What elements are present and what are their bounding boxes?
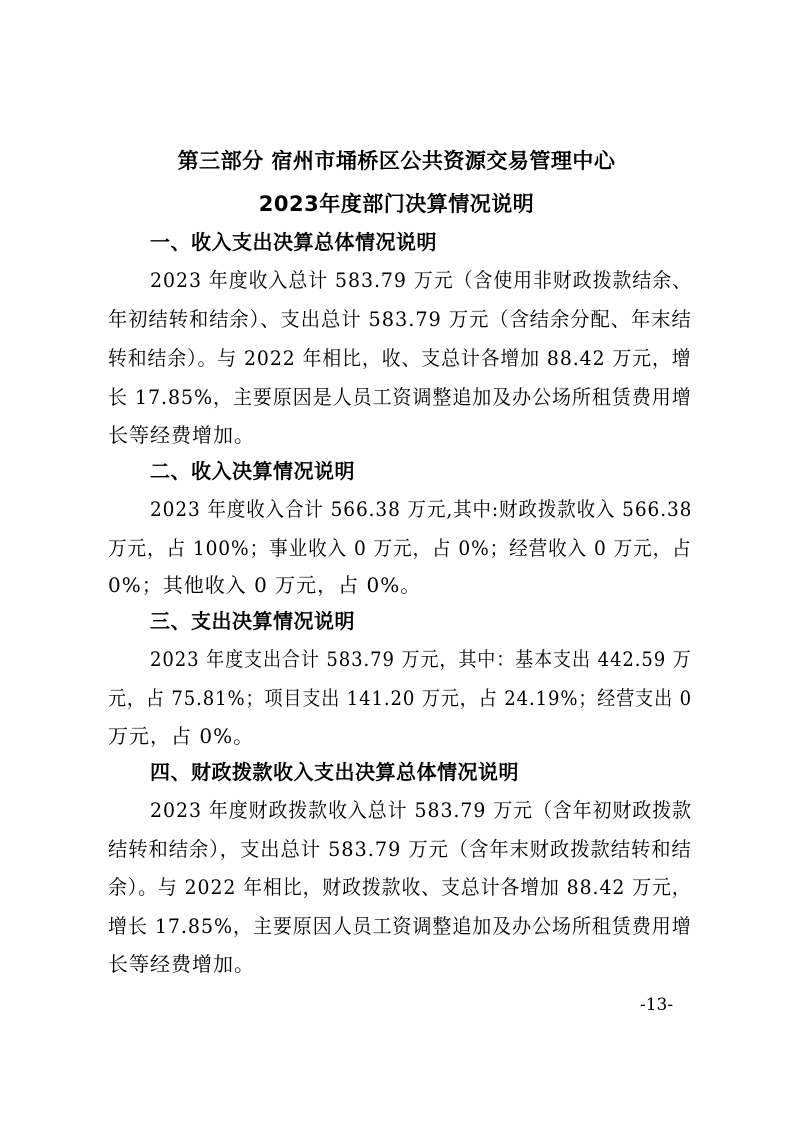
section-4-heading: 四、财政拨款收入支出决算总体情况说明 [150, 760, 519, 784]
section-1-line-4: 长 17.85%，主要原因是人员工资调整追加及办公场所租赁费用增 [108, 385, 692, 409]
document-title-line-1: 第三部分 宿州市埇桥区公共资源交易管理中心 [177, 149, 616, 173]
section-4-line-1: 2023 年度财政拨款收入总计 583.79 万元（含年初财政拨款 [150, 798, 692, 822]
section-1-line-1: 2023 年度收入总计 583.79 万元（含使用非财政拨款结余、 [150, 268, 692, 292]
section-1-line-5: 长等经费增加。 [108, 423, 255, 447]
section-4-line-3: 余）。与 2022 年相比，财政拨款收、支总计各增加 88.42 万元， [108, 875, 692, 899]
section-2-heading: 二、收入决算情况说明 [150, 459, 355, 483]
section-3-line-1: 2023 年度支出合计 583.79 万元，其中：基本支出 442.59 万 [150, 647, 692, 671]
section-3-line-3: 万元，占 0%。 [108, 724, 255, 748]
section-2-line-3: 0%；其他收入 0 万元，占 0%。 [108, 573, 422, 597]
section-3-heading: 三、支出决算情况说明 [150, 609, 355, 633]
section-4-line-2: 结转和结余），支出总计 583.79 万元（含年末财政拨款结转和结 [108, 837, 692, 861]
document-title-line-2: 2023年度部门决算情况说明 [258, 192, 535, 216]
section-1-line-3: 转和结余）。与 2022 年相比，收、支总计各增加 88.42 万元，增 [108, 346, 692, 370]
section-1-heading: 一、收入支出决算总体情况说明 [150, 230, 437, 254]
section-1-line-2: 年初结转和结余）、支出总计 583.79 万元（含结余分配、年末结 [108, 307, 692, 331]
section-3-line-2: 元，占 75.81%；项目支出 141.20 万元，占 24.19%；经营支出 0 [108, 686, 692, 710]
section-2-line-2: 万元，占 100%；事业收入 0 万元，占 0%；经营收入 0 万元，占 [108, 536, 692, 560]
section-4-line-5: 长等经费增加。 [108, 952, 255, 976]
section-2-line-1: 2023 年度收入合计 566.38 万元,其中:财政拨款收入 566.38 [150, 497, 693, 521]
page-number: -13- [640, 995, 674, 1015]
section-4-line-4: 增长 17.85%，主要原因人员工资调整追加及办公场所租赁费用增 [108, 914, 692, 938]
